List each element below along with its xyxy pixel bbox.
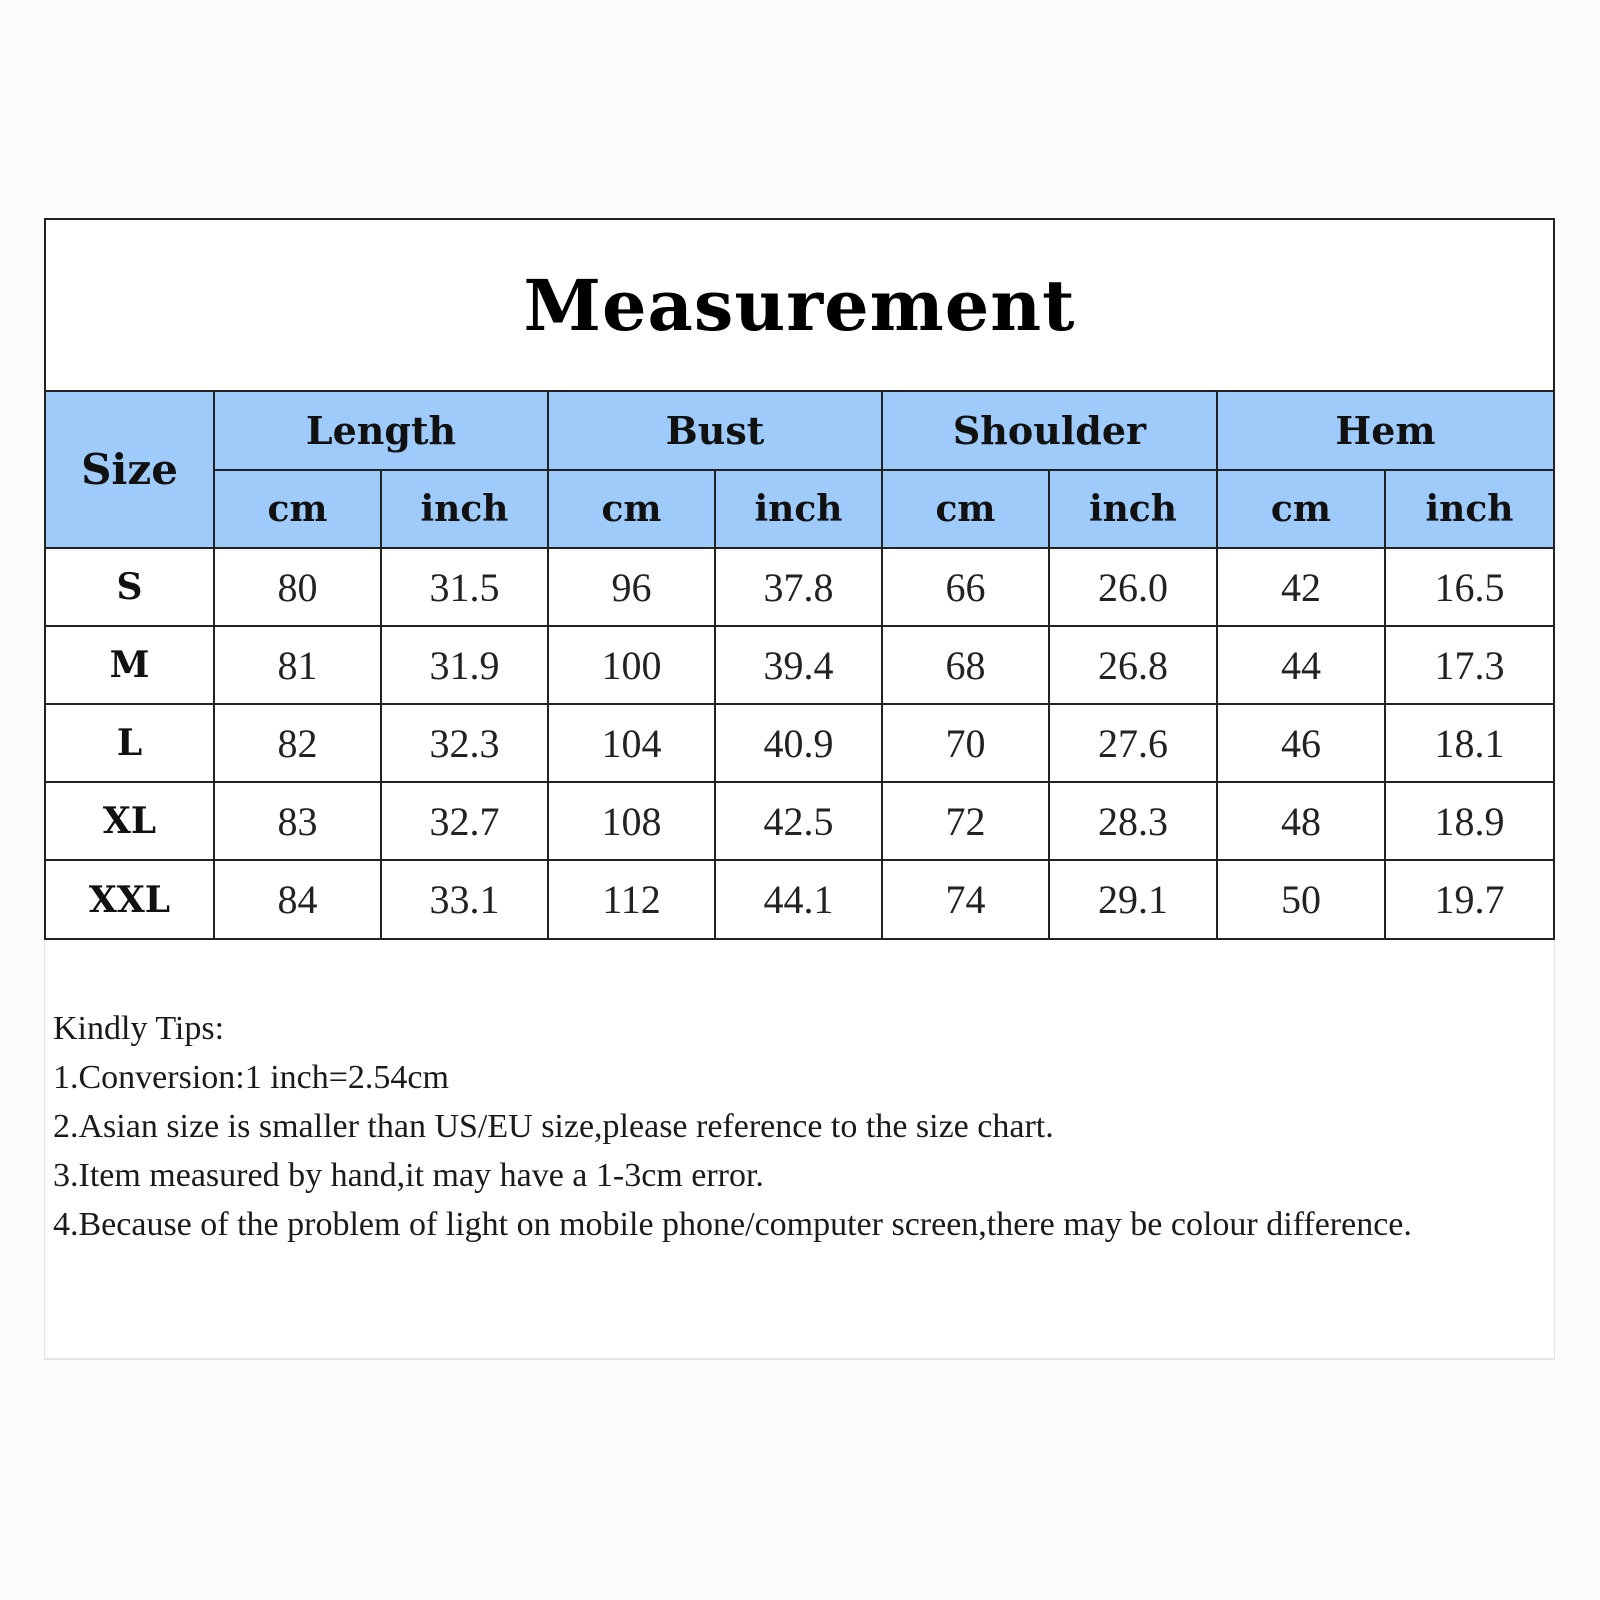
table-row — [46, 704, 1553, 782]
group-header-length: Length — [214, 392, 548, 470]
size-cell: XXL — [46, 860, 214, 938]
tips-heading: Kindly Tips: — [53, 1010, 225, 1047]
value-cell: 50 — [1217, 860, 1385, 938]
value-cell: 29.1 — [1049, 860, 1217, 938]
header-row-groups — [46, 392, 1553, 470]
group-header-hem: Hem — [1217, 392, 1553, 470]
size-chart-sheet — [44, 218, 1555, 1360]
value-cell: 31.9 — [381, 626, 548, 704]
value-cell: 33.1 — [381, 860, 548, 938]
value-cell: 96 — [548, 548, 715, 626]
value-cell: 17.3 — [1385, 626, 1553, 704]
value-cell: 72 — [882, 782, 1049, 860]
value-cell: 46 — [1217, 704, 1385, 782]
chart-title: Measurement — [523, 263, 1076, 347]
value-cell: 44.1 — [715, 860, 882, 938]
table-row — [46, 860, 1553, 938]
tip-item: 1.Conversion:1 inch=2.54cm — [53, 1059, 449, 1096]
value-cell: 100 — [548, 626, 715, 704]
group-header-shoulder: Shoulder — [882, 392, 1217, 470]
value-cell: 18.1 — [1385, 704, 1553, 782]
value-cell: 82 — [214, 704, 381, 782]
value-cell: 40.9 — [715, 704, 882, 782]
title-row — [46, 220, 1553, 392]
unit-header: inch — [1049, 470, 1217, 548]
value-cell: 112 — [548, 860, 715, 938]
unit-header: inch — [381, 470, 548, 548]
value-cell: 66 — [882, 548, 1049, 626]
value-cell: 68 — [882, 626, 1049, 704]
table-row — [46, 548, 1553, 626]
value-cell: 37.8 — [715, 548, 882, 626]
value-cell: 42 — [1217, 548, 1385, 626]
table-row — [46, 782, 1553, 860]
size-cell: M — [46, 626, 214, 704]
value-cell: 16.5 — [1385, 548, 1553, 626]
value-cell: 81 — [214, 626, 381, 704]
table-row — [46, 626, 1553, 704]
unit-header: inch — [715, 470, 882, 548]
kindly-tips — [44, 940, 1555, 1360]
size-header: Size — [46, 392, 214, 548]
unit-header: cm — [548, 470, 715, 548]
unit-header: inch — [1385, 470, 1553, 548]
value-cell: 39.4 — [715, 626, 882, 704]
size-cell: L — [46, 704, 214, 782]
unit-header: cm — [1217, 470, 1385, 548]
value-cell: 26.8 — [1049, 626, 1217, 704]
tip-item: 3.Item measured by hand,it may have a 1-3cm error. — [53, 1157, 764, 1194]
value-cell: 74 — [882, 860, 1049, 938]
unit-header: cm — [214, 470, 381, 548]
size-table — [46, 392, 1553, 938]
header-row-units — [46, 470, 1553, 548]
measurement-chart — [44, 218, 1555, 940]
value-cell: 19.7 — [1385, 860, 1553, 938]
value-cell: 84 — [214, 860, 381, 938]
value-cell: 18.9 — [1385, 782, 1553, 860]
unit-header: cm — [882, 470, 1049, 548]
value-cell: 42.5 — [715, 782, 882, 860]
value-cell: 31.5 — [381, 548, 548, 626]
size-cell: S — [46, 548, 214, 626]
value-cell: 26.0 — [1049, 548, 1217, 626]
value-cell: 32.3 — [381, 704, 548, 782]
value-cell: 80 — [214, 548, 381, 626]
value-cell: 108 — [548, 782, 715, 860]
value-cell: 28.3 — [1049, 782, 1217, 860]
value-cell: 32.7 — [381, 782, 548, 860]
value-cell: 27.6 — [1049, 704, 1217, 782]
tip-item: 4.Because of the problem of light on mobile phone/computer screen,there may be colour difference. — [53, 1206, 1412, 1243]
value-cell: 44 — [1217, 626, 1385, 704]
value-cell: 104 — [548, 704, 715, 782]
group-header-bust: Bust — [548, 392, 882, 470]
value-cell: 83 — [214, 782, 381, 860]
value-cell: 48 — [1217, 782, 1385, 860]
tip-item: 2.Asian size is smaller than US/EU size,please reference to the size chart. — [53, 1108, 1054, 1145]
value-cell: 70 — [882, 704, 1049, 782]
size-cell: XL — [46, 782, 214, 860]
